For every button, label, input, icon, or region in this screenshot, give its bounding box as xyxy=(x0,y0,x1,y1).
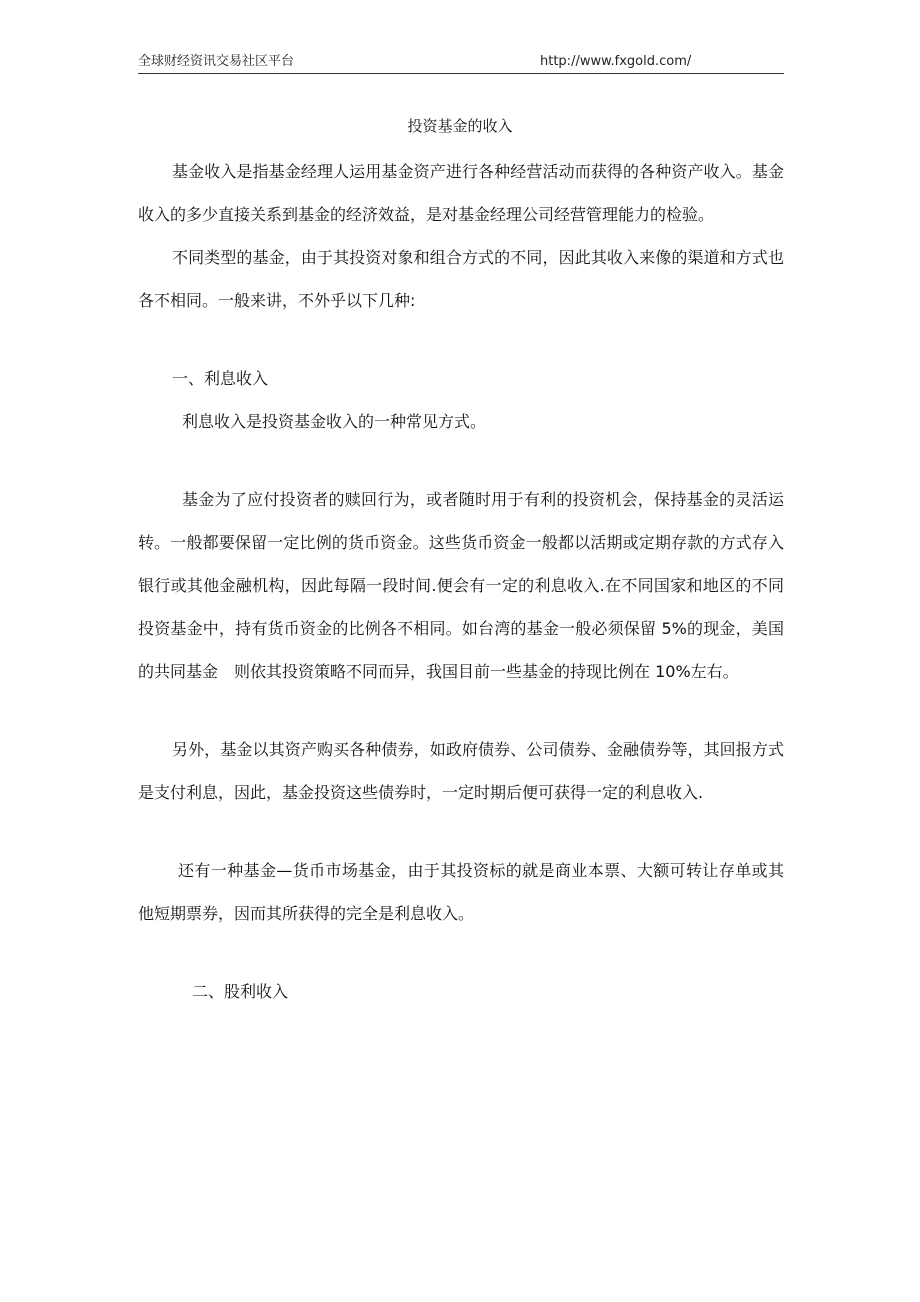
paragraph-intro-2: 不同类型的基金，由于其投资对象和组合方式的不同，因此其收入来像的渠道和方式也各不相同。一般来讲，不外乎以下几种: xyxy=(138,248,784,310)
section-heading-dividend-income: 二、股利收入 xyxy=(192,982,289,1001)
page-header xyxy=(138,52,784,72)
paragraph-money-market: 还有一种基金—货币市场基金，由于其投资标的就是商业本票、大额可转让存单或其他短期票券，因而其所获得的完全是利息收入。 xyxy=(138,861,784,923)
header-site-name: 全球财经资讯交易社区平台 xyxy=(138,54,295,69)
document-title: 投资基金的收入 xyxy=(407,117,513,135)
paragraph-intro-1: 基金收入是指基金经理人运用基金资产进行各种经营活动而获得的各种资产收入。基金收入的多少直接关系到基金的经济效益，是对基金经理公司经营管理能力的检验。 xyxy=(138,162,784,224)
paragraph-interest-cash: 基金为了应付投资者的赎回行为，或者随时用于有利的投资机会，保持基金的灵活运转。一般都要保留一定比例的货币资金。这些货币资金一般都以活期或定期存款的方式存入银行或其他金融机构，因此每隔一段时间.便会有一定的利息收入.在不同国家和地区的不同投资基金中，持有货币资金的比例各不相同。如台湾的基金一般必须保留 5%的现金，美国的共同基金 则依其投资策略不同而异，我国目前一些基金的持现比例在 10%左右。 xyxy=(138,490,784,681)
document-body xyxy=(138,150,784,1013)
paragraph-interest-intro: 利息收入是投资基金收入的一种常见方式。 xyxy=(182,412,487,431)
paragraph-interest-bonds: 另外，基金以其资产购买各种债券，如政府债券、公司债券、金融债券等，其回报方式是支付利息，因此，基金投资这些债券时，一定时期后便可获得一定的利息收入. xyxy=(138,740,784,802)
section-heading-interest-income: 一、利息收入 xyxy=(172,369,269,388)
header-divider xyxy=(138,73,784,74)
header-url[interactable]: http://www.fxgold.com/ xyxy=(540,54,692,69)
